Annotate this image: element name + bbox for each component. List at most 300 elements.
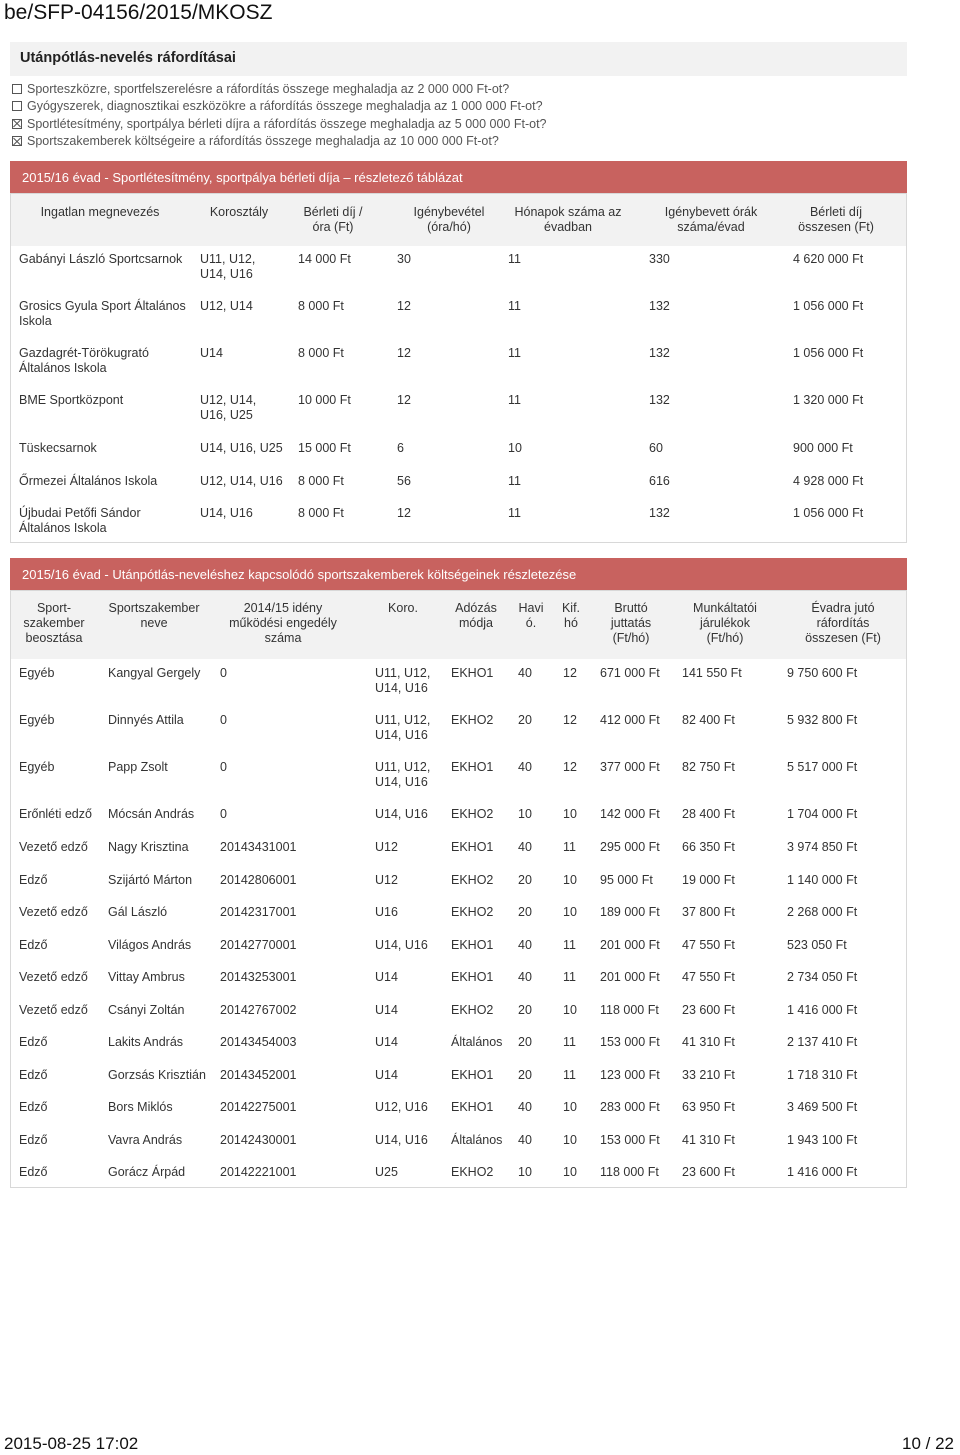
table-cell	[375, 1003, 398, 1018]
table-cell	[19, 840, 88, 855]
table-cell	[682, 666, 742, 681]
table-cell	[787, 938, 847, 953]
cell-line: neve	[140, 616, 168, 630]
table-cell	[19, 1133, 48, 1148]
cell-line: Vavra András	[108, 1133, 183, 1147]
table-cell	[518, 1165, 532, 1180]
rental-table-header	[11, 194, 906, 246]
table-cell	[19, 713, 54, 728]
checked-box-icon	[12, 136, 22, 146]
footer-timestamp: 2015-08-25 17:02	[4, 1434, 139, 1453]
cell-line: (Ft/hó)	[706, 631, 744, 645]
cell-line: Iskola	[19, 314, 52, 328]
table-cell	[19, 666, 54, 681]
cell-line: 141 550 Ft	[682, 666, 742, 680]
table-cell	[220, 938, 296, 953]
table-cell	[108, 760, 168, 775]
table-cell	[200, 474, 283, 489]
cell-line: 40	[518, 938, 532, 952]
table-cell	[787, 666, 857, 681]
cell-line: Csányi Zoltán	[108, 1003, 185, 1017]
cell-line: 10	[518, 1165, 532, 1179]
column-header	[511, 601, 551, 631]
table-cell	[600, 905, 660, 920]
cell-line: 132	[649, 506, 670, 520]
cell-line: 20	[518, 905, 532, 919]
cell-line: 11	[508, 393, 521, 407]
table-cell	[19, 441, 97, 456]
column-header	[208, 601, 358, 646]
table-cell	[787, 1003, 857, 1018]
cell-line: 47 550 Ft	[682, 938, 735, 952]
table-cell	[397, 474, 411, 489]
table-cell	[563, 905, 577, 920]
table-cell	[682, 760, 735, 775]
cell-line: Nagy Krisztina	[108, 840, 189, 854]
table-cell	[649, 506, 670, 521]
cell-line: 1 056 000 Ft	[793, 346, 864, 360]
table-cell	[600, 1003, 659, 1018]
table-cell	[451, 1003, 493, 1018]
cell-line: 8 000 Ft	[298, 346, 344, 360]
table-cell	[19, 1035, 48, 1050]
table-cell	[375, 873, 398, 888]
cell-line: 15 000 Ft	[298, 441, 351, 455]
table-cell	[220, 873, 296, 888]
table-cell	[600, 938, 660, 953]
cell-line: száma	[264, 631, 302, 645]
table-cell	[220, 1003, 296, 1018]
table-cell	[649, 441, 663, 456]
cell-line: 20142221001	[220, 1165, 297, 1179]
checkbox-row	[12, 115, 547, 133]
cell-line: Vezető edző	[19, 905, 88, 919]
cell-line: Gorácz Árpád	[108, 1165, 186, 1179]
cell-line: évadban	[544, 220, 592, 234]
cell-line: Gál László	[108, 905, 168, 919]
cell-line: 671 000 Ft	[600, 666, 660, 680]
table-cell	[200, 252, 255, 282]
cell-line: U12, U14,	[200, 393, 257, 407]
cell-line: 10	[563, 905, 577, 919]
table-cell	[200, 346, 223, 361]
cell-line: Edző	[19, 1100, 48, 1114]
table-cell	[397, 252, 411, 267]
rental-table-title: 2015/16 évad - Sportlétesítmény, sportpálya bérleti díja – részletező táblázat	[10, 161, 907, 193]
column-header	[596, 601, 666, 646]
cell-line: 20143454003	[220, 1035, 297, 1049]
cell-line: U14, U16	[200, 506, 253, 520]
cell-line: 82 400 Ft	[682, 713, 735, 727]
cell-line: Edző	[19, 1165, 48, 1179]
cell-line: működési engedély	[229, 616, 337, 630]
table-cell	[787, 873, 857, 888]
table-cell	[220, 760, 227, 775]
cell-line: U12	[375, 840, 398, 854]
table-cell	[508, 474, 521, 489]
table-cell	[508, 346, 521, 361]
cell-line: 118 000 Ft	[600, 1003, 659, 1017]
column-header	[14, 601, 94, 646]
table-cell	[508, 506, 521, 521]
cell-line: 20142770001	[220, 938, 297, 952]
cell-line: 23 600 Ft	[682, 1165, 735, 1179]
cell-line: Világos András	[108, 938, 192, 952]
table-cell	[563, 1035, 576, 1050]
cell-line: Korosztály	[209, 205, 269, 219]
table-cell	[220, 807, 227, 822]
column-header	[498, 205, 638, 235]
cell-line: 11	[508, 299, 521, 313]
table-cell	[563, 666, 577, 681]
table-cell	[375, 807, 428, 822]
cell-line: Általános	[451, 1035, 503, 1049]
table-cell	[108, 1068, 206, 1083]
table-cell	[19, 474, 157, 489]
cell-line: 2 268 000 Ft	[787, 905, 858, 919]
cell-line: Edző	[19, 1068, 48, 1082]
table-cell	[375, 1165, 398, 1180]
table-cell	[220, 970, 296, 985]
cell-line: 20142806001	[220, 873, 297, 887]
table-cell	[563, 970, 576, 985]
table-cell	[518, 1068, 532, 1083]
cell-line: 0	[220, 713, 227, 727]
table-cell	[600, 1035, 660, 1050]
cell-line: 40	[518, 1133, 532, 1147]
cell-line: EKHO1	[451, 840, 494, 854]
cell-line: 20	[518, 1035, 532, 1049]
checkbox-label: Sportszakemberek költségeire a ráfordítás összege meghaladja az 10 000 000 Ft-ot?	[27, 134, 499, 149]
cell-line: 1 320 000 Ft	[793, 393, 864, 407]
table-cell	[298, 393, 351, 408]
table-cell	[108, 1165, 185, 1180]
table-cell	[397, 346, 411, 361]
table-cell	[108, 873, 192, 888]
table-cell	[600, 840, 660, 855]
cell-line: Vezető edző	[19, 840, 88, 854]
table-cell	[600, 760, 660, 775]
cell-line: 523 050 Ft	[787, 938, 847, 952]
table-cell	[518, 713, 532, 728]
cell-line: Egyéb	[19, 666, 55, 680]
table-cell	[220, 666, 227, 681]
cell-line: 10	[563, 1165, 577, 1179]
table-cell	[108, 970, 185, 985]
cell-line: 10	[563, 807, 577, 821]
table-cell	[600, 1165, 659, 1180]
table-cell	[220, 713, 227, 728]
cell-line: Általános Iskola	[19, 521, 107, 535]
cell-line: 11	[563, 938, 576, 952]
table-cell	[375, 666, 430, 696]
table-cell	[787, 1165, 857, 1180]
cell-line: 1 416 000 Ft	[787, 1003, 858, 1017]
table-cell	[682, 1133, 735, 1148]
cell-line: 0	[220, 807, 227, 821]
cell-line: 40	[518, 840, 532, 854]
cell-line: 11	[563, 840, 576, 854]
cell-line: 2 137 410 Ft	[787, 1035, 858, 1049]
cell-line: EKHO1	[451, 760, 494, 774]
column-header	[641, 205, 781, 235]
table-cell	[518, 938, 532, 953]
cell-line: 1 718 310 Ft	[787, 1068, 858, 1082]
table-cell	[508, 299, 521, 314]
table-cell	[19, 1100, 48, 1115]
cell-line: 123 000 Ft	[600, 1068, 660, 1082]
table-cell	[563, 1068, 576, 1083]
cell-line: 8 000 Ft	[298, 299, 344, 313]
cell-line: 20	[518, 1003, 532, 1017]
table-cell	[518, 905, 532, 920]
table-cell	[563, 840, 576, 855]
table-cell	[397, 506, 411, 521]
table-cell	[200, 506, 253, 521]
table-cell	[298, 441, 351, 456]
table-cell	[220, 905, 296, 920]
table-cell	[298, 346, 344, 361]
table-cell	[397, 299, 411, 314]
cell-line: 153 000 Ft	[600, 1035, 660, 1049]
table-cell	[108, 1133, 182, 1148]
cell-line: 0	[220, 666, 227, 680]
cell-line: Bors Miklós	[108, 1100, 173, 1114]
cell-line: 11	[508, 252, 521, 266]
cell-line: EKHO1	[451, 938, 494, 952]
cell-line: 1 056 000 Ft	[793, 506, 864, 520]
table-cell	[375, 1133, 428, 1148]
cell-line: száma/évad	[677, 220, 745, 234]
table-cell	[793, 441, 853, 456]
cell-line: Kif.	[561, 601, 581, 615]
unchecked-box-icon	[12, 101, 22, 111]
table-cell	[682, 873, 735, 888]
column-header	[373, 601, 433, 616]
table-cell	[220, 1165, 296, 1180]
column-header	[389, 205, 509, 235]
table-cell	[518, 666, 532, 681]
cell-line: BME Sportközpont	[19, 393, 124, 407]
table-cell	[563, 873, 577, 888]
table-cell	[518, 1035, 532, 1050]
cell-line: 10 000 Ft	[298, 393, 351, 407]
cell-line: 40	[518, 760, 532, 774]
cell-line: 12	[563, 666, 577, 680]
table-cell	[375, 1068, 398, 1083]
cell-line: 2014/15 idény	[243, 601, 323, 615]
cell-line: 11	[508, 474, 521, 488]
cell-line: 10	[563, 1003, 577, 1017]
table-cell	[375, 970, 398, 985]
table-cell	[108, 666, 200, 681]
cell-line: EKHO2	[451, 1165, 494, 1179]
cell-line: 0	[220, 760, 227, 774]
checkbox-label: Gyógyszerek, diagnosztikai eszközökre a ráfordítás összege meghaladja az 1 000 000 Ft-ot?	[27, 99, 543, 114]
checkbox-label: Sportlétesítmény, sportpálya bérleti díjra a ráfordítás összege meghaladja az 5 000 000 Ft-ot?	[27, 116, 547, 131]
cell-line: ráfordítás	[816, 616, 870, 630]
table-cell	[375, 905, 398, 920]
cell-line: hó	[564, 616, 578, 630]
table-cell	[793, 346, 863, 361]
cell-line: 118 000 Ft	[600, 1165, 659, 1179]
table-cell	[108, 938, 191, 953]
cell-line: 330	[649, 252, 670, 266]
cell-line: 23 600 Ft	[682, 1003, 735, 1017]
checkbox-list	[12, 80, 547, 150]
cell-line: 8 000 Ft	[298, 506, 344, 520]
cell-line: 20	[518, 713, 532, 727]
table-cell	[563, 1003, 577, 1018]
table-cell	[108, 840, 189, 855]
cell-line: Általános Iskola	[19, 361, 107, 375]
table-cell	[108, 1100, 173, 1115]
cell-line: Sport-	[36, 601, 72, 615]
table-cell	[563, 1165, 577, 1180]
table-cell	[600, 666, 660, 681]
cell-line: 10	[508, 441, 522, 455]
cell-line: 412 000 Ft	[600, 713, 660, 727]
cell-line: Edző	[19, 1035, 48, 1049]
table-cell	[518, 873, 532, 888]
cell-line: 66 350 Ft	[682, 840, 735, 854]
cell-line: U16	[375, 905, 398, 919]
cell-line: EKHO2	[451, 807, 494, 821]
cell-line: 19 000 Ft	[682, 873, 735, 887]
cell-line: összesen (Ft)	[798, 220, 874, 234]
column-header	[781, 205, 891, 235]
cell-line: 12	[397, 393, 411, 407]
table-cell	[600, 1100, 660, 1115]
table-cell	[793, 506, 863, 521]
table-cell	[600, 1068, 660, 1083]
table-cell	[451, 666, 493, 681]
cell-line: U11, U12,	[375, 760, 431, 774]
cell-line: 20142317001	[220, 905, 297, 919]
table-cell	[508, 393, 521, 408]
cell-line: 95 000 Ft	[600, 873, 653, 887]
table-cell	[451, 873, 493, 888]
column-header	[783, 601, 903, 646]
table-cell	[682, 938, 735, 953]
cell-line: Gorzsás Krisztián	[108, 1068, 206, 1082]
column-header	[99, 601, 209, 631]
table-cell	[19, 873, 48, 888]
table-cell	[19, 807, 92, 822]
table-cell	[649, 252, 670, 267]
cell-line: U14, U16, U25	[200, 441, 283, 455]
cell-line: 2 734 050 Ft	[787, 970, 858, 984]
cell-line: 20143253001	[220, 970, 297, 984]
cell-line: U12, U14, U16	[200, 474, 283, 488]
cell-line: 10	[518, 807, 532, 821]
cell-line: 12	[397, 346, 411, 360]
cell-line: Edző	[19, 938, 48, 952]
table-cell	[518, 807, 532, 822]
cell-line: EKHO2	[451, 713, 494, 727]
cell-line: 295 000 Ft	[600, 840, 660, 854]
cell-line: juttatás	[610, 616, 652, 630]
table-cell	[563, 807, 577, 822]
cell-line: Sportszakember	[108, 601, 200, 615]
cell-line: Koro.	[388, 601, 418, 615]
cell-line: 10	[563, 1100, 577, 1114]
table-cell	[682, 1003, 735, 1018]
cell-line: 30	[397, 252, 411, 266]
table-cell	[649, 346, 670, 361]
cell-line: U14, U16	[375, 807, 428, 821]
table-cell	[787, 1100, 857, 1115]
cell-line: Vezető edző	[19, 970, 88, 984]
cell-line: 33 210 Ft	[682, 1068, 735, 1082]
cell-line: 56	[397, 474, 411, 488]
table-cell	[220, 1068, 296, 1083]
cell-line: Havi	[518, 601, 544, 615]
unchecked-box-icon	[12, 84, 22, 94]
table-cell	[451, 760, 493, 775]
column-header	[283, 205, 383, 235]
table-cell	[200, 393, 256, 423]
cell-line: Kangyal Gergely	[108, 666, 201, 680]
table-cell	[563, 713, 577, 728]
cell-line: Grosics Gyula Sport Általános	[19, 299, 186, 313]
table-cell	[19, 346, 149, 376]
cell-line: beosztása	[25, 631, 83, 645]
cell-line: 142 000 Ft	[600, 807, 660, 821]
cell-line: 63 950 Ft	[682, 1100, 735, 1114]
table-cell	[375, 840, 398, 855]
table-cell	[563, 1133, 577, 1148]
table-cell	[451, 807, 493, 822]
cell-line: Bérleti díj /	[303, 205, 363, 219]
cell-line: U12, U14	[200, 299, 253, 313]
cell-line: Ingatlan megnevezés	[40, 205, 160, 219]
table-cell	[682, 1068, 735, 1083]
table-cell	[375, 938, 428, 953]
table-cell	[649, 393, 670, 408]
cell-line: 11	[563, 970, 576, 984]
cell-line: Bruttó	[614, 601, 648, 615]
table-cell	[787, 713, 857, 728]
cell-line: Hónapok száma az	[514, 205, 622, 219]
cell-line: Igénybevétel	[413, 205, 485, 219]
table-cell	[563, 760, 577, 775]
checkbox-row	[12, 98, 547, 116]
section-title: Utánpótlás-nevelés ráfordításai	[10, 42, 907, 76]
cell-line: 20142275001	[220, 1100, 297, 1114]
table-cell	[397, 441, 404, 456]
table-cell	[787, 1035, 857, 1050]
column-header	[441, 601, 511, 631]
cell-line: (Ft/hó)	[612, 631, 650, 645]
cell-line: 20143452001	[220, 1068, 297, 1082]
cell-line: 132	[649, 346, 670, 360]
cell-line: 3 469 500 Ft	[787, 1100, 858, 1114]
cell-line: 132	[649, 393, 670, 407]
cell-line: U14, U16	[375, 1133, 428, 1147]
table-cell	[682, 1100, 735, 1115]
cell-line: U14, U16	[375, 728, 428, 742]
table-cell	[19, 299, 186, 329]
checkbox-row	[12, 133, 547, 151]
table-cell	[108, 1035, 183, 1050]
table-cell	[508, 441, 522, 456]
cell-line: járulékok	[699, 616, 751, 630]
table-cell	[787, 760, 857, 775]
cell-line: EKHO1	[451, 970, 494, 984]
cell-line: U14, U16	[375, 938, 428, 952]
cell-line: 201 000 Ft	[600, 970, 660, 984]
